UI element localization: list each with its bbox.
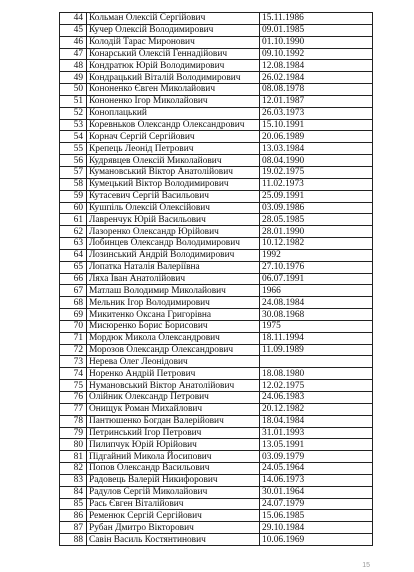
birth-date-cell: 20.12.1982 (260, 403, 373, 415)
full-name-cell: Морозов Олександр Олександрович (87, 344, 260, 356)
birth-date-cell: 28.05.1985 (260, 214, 373, 226)
full-name-cell: Ляха Іван Анатолійович (87, 273, 260, 285)
birth-date-cell: 25.09.1991 (260, 190, 373, 202)
full-name-cell: Кондратюк Юрій Володимирович (87, 60, 260, 72)
row-number-cell: 45 (60, 24, 87, 36)
birth-date-cell: 31.01.1993 (260, 427, 373, 439)
full-name-cell: Пантюшенко Богдан Валерійович (87, 415, 260, 427)
row-number-cell: 62 (60, 226, 87, 238)
table-row (60, 332, 373, 344)
birth-date-cell: 24.07.1979 (260, 498, 373, 510)
row-number-cell: 68 (60, 297, 87, 309)
full-name-cell: Мельник Ігор Володимирович (87, 297, 260, 309)
row-number-cell: 77 (60, 403, 87, 415)
full-name-cell: Микитенко Оксана Григорівна (87, 309, 260, 321)
full-name-cell: Кольман Олексій Сергійович (87, 13, 260, 25)
table-row (60, 309, 373, 321)
page-number: 15 (362, 562, 370, 569)
birth-date-cell: 10.06.1969 (260, 534, 373, 546)
table-row (60, 72, 373, 84)
full-name-cell: Савін Василь Костянтинович (87, 534, 260, 546)
row-number-cell: 88 (60, 534, 87, 546)
table-row (60, 214, 373, 226)
full-name-cell: Норенко Андрій Петрович (87, 368, 260, 380)
birth-date-cell: 19.02.1975 (260, 166, 373, 178)
birth-date-cell: 18.08.1980 (260, 368, 373, 380)
full-name-cell: Ременюк Сергій Сергійович (87, 510, 260, 522)
birth-date-cell: 24.08.1984 (260, 297, 373, 309)
table-row (60, 190, 373, 202)
row-number-cell: 54 (60, 131, 87, 143)
table-row (60, 285, 373, 297)
birth-date-cell: 12.01.1987 (260, 95, 373, 107)
row-number-cell: 59 (60, 190, 87, 202)
table-row (60, 119, 373, 131)
birth-date-cell: 03.09.1986 (260, 202, 373, 214)
full-name-cell: Пилипчук Юрій Юрійович (87, 439, 260, 451)
table-row (60, 273, 373, 285)
full-name-cell: Кумановський Віктор Анатолійович (87, 166, 260, 178)
row-number-cell: 58 (60, 178, 87, 190)
birth-date-cell: 24.06.1983 (260, 392, 373, 404)
table-row (60, 486, 373, 498)
birth-date-cell: 15.06.1985 (260, 510, 373, 522)
table-row (60, 13, 373, 25)
table-row (60, 60, 373, 72)
table-row (60, 368, 373, 380)
birth-date-cell: 1966 (260, 285, 373, 297)
birth-date-cell: 09.01.1985 (260, 24, 373, 36)
row-number-cell: 63 (60, 238, 87, 250)
full-name-cell: Радовець Валерій Никифорович (87, 474, 260, 486)
full-name-cell: Кононенко Ігор Миколайович (87, 95, 260, 107)
birth-date-cell: 03.09.1979 (260, 451, 373, 463)
table-row (60, 24, 373, 36)
row-number-cell: 74 (60, 368, 87, 380)
row-number-cell: 53 (60, 119, 87, 131)
full-name-cell: Кучер Олексій Володимирович (87, 24, 260, 36)
birth-date-cell: 14.06.1973 (260, 474, 373, 486)
full-name-cell: Лавренчук Юрій Васильович (87, 214, 260, 226)
row-number-cell: 85 (60, 498, 87, 510)
row-number-cell: 79 (60, 427, 87, 439)
full-name-cell: Лозинський Андрій Володимирович (87, 249, 260, 261)
table-row (60, 534, 373, 546)
table-row (60, 427, 373, 439)
full-name-cell: Коревньков Олександр Олександрович (87, 119, 260, 131)
full-name-cell: Матлаш Володимир Миколайович (87, 285, 260, 297)
birth-date-cell: 27.10.1976 (260, 261, 373, 273)
row-number-cell: 72 (60, 344, 87, 356)
row-number-cell: 70 (60, 320, 87, 332)
full-name-cell: Підгайний Микола Йосипович (87, 451, 260, 463)
birth-date-cell: 30.08.1968 (260, 309, 373, 321)
table-row (60, 155, 373, 167)
birth-date-cell: 11.09.1989 (260, 344, 373, 356)
birth-date-cell: 24.05.1964 (260, 463, 373, 475)
full-name-cell: Лобинцев Олександр Володимирович (87, 238, 260, 250)
full-name-cell: Онищук Роман Михайлович (87, 403, 260, 415)
row-number-cell: 69 (60, 309, 87, 321)
row-number-cell: 52 (60, 107, 87, 119)
table-row (60, 261, 373, 273)
row-number-cell: 49 (60, 72, 87, 84)
table-row (60, 474, 373, 486)
table-row (60, 463, 373, 475)
full-name-cell: Кушпіль Олексій Олексійович (87, 202, 260, 214)
table-row (60, 380, 373, 392)
row-number-cell: 75 (60, 380, 87, 392)
full-name-cell: Кутасевич Сергій Васильович (87, 190, 260, 202)
table-row (60, 202, 373, 214)
full-name-cell: Лазоренко Олександр Юрійович (87, 226, 260, 238)
full-name-cell: Кондрацький Віталій Володимирович (87, 72, 260, 84)
birth-date-cell: 18.04.1984 (260, 415, 373, 427)
full-name-cell: Кудрявцев Олексій Миколайович (87, 155, 260, 167)
roster-table-body (60, 13, 373, 546)
birth-date-cell: 12.02.1975 (260, 380, 373, 392)
table-row (60, 143, 373, 155)
full-name-cell: Олійник Олександр Петрович (87, 392, 260, 404)
row-number-cell: 71 (60, 332, 87, 344)
row-number-cell: 67 (60, 285, 87, 297)
full-name-cell: Колодій Тарас Миронович (87, 36, 260, 48)
full-name-cell: Кононенко Євген Миколайович (87, 84, 260, 96)
table-row (60, 48, 373, 60)
table-row (60, 238, 373, 250)
birth-date-cell: 26.02.1984 (260, 72, 373, 84)
birth-date-cell: 06.07.1991 (260, 273, 373, 285)
table-row (60, 95, 373, 107)
birth-date-cell: 11.02.1973 (260, 178, 373, 190)
birth-date-cell: 30.01.1964 (260, 486, 373, 498)
birth-date-cell: 01.10.1990 (260, 36, 373, 48)
full-name-cell: Лопатка Наталія Валеріївна (87, 261, 260, 273)
birth-date-cell: 08.08.1978 (260, 84, 373, 96)
full-name-cell: Нерева Олег Леонідович (87, 356, 260, 368)
table-row (60, 36, 373, 48)
birth-date-cell: 13.03.1984 (260, 143, 373, 155)
birth-date-cell: 29.10.1984 (260, 522, 373, 534)
full-name-cell: Рась Євген Віталійович (87, 498, 260, 510)
table-row (60, 178, 373, 190)
table-row (60, 107, 373, 119)
row-number-cell: 81 (60, 451, 87, 463)
row-number-cell: 66 (60, 273, 87, 285)
full-name-cell: Мисюренко Борис Борисович (87, 320, 260, 332)
table-row (60, 451, 373, 463)
row-number-cell: 65 (60, 261, 87, 273)
row-number-cell: 48 (60, 60, 87, 72)
table-row (60, 320, 373, 332)
row-number-cell: 47 (60, 48, 87, 60)
birth-date-cell: 08.04.1990 (260, 155, 373, 167)
row-number-cell: 51 (60, 95, 87, 107)
row-number-cell: 83 (60, 474, 87, 486)
full-name-cell: Конарський Олексій Геннадійович (87, 48, 260, 60)
birth-date-cell: 13.05.1991 (260, 439, 373, 451)
table-row (60, 226, 373, 238)
table-row (60, 297, 373, 309)
birth-date-cell (260, 356, 373, 368)
row-number-cell: 50 (60, 84, 87, 96)
row-number-cell: 84 (60, 486, 87, 498)
full-name-cell: Коноплацький (87, 107, 260, 119)
birth-date-cell: 15.11.1986 (260, 13, 373, 25)
roster-table (59, 12, 373, 546)
birth-date-cell: 26.03.1973 (260, 107, 373, 119)
table-row (60, 392, 373, 404)
row-number-cell: 73 (60, 356, 87, 368)
table-row (60, 249, 373, 261)
table-row (60, 522, 373, 534)
birth-date-cell: 20.06.1989 (260, 131, 373, 143)
row-number-cell: 80 (60, 439, 87, 451)
table-row (60, 344, 373, 356)
birth-date-cell: 1975 (260, 320, 373, 332)
birth-date-cell: 10.12.1982 (260, 238, 373, 250)
full-name-cell: Попов Олександр Васильович (87, 463, 260, 475)
table-row (60, 498, 373, 510)
row-number-cell: 61 (60, 214, 87, 226)
full-name-cell: Рубан Дмитро Вікторович (87, 522, 260, 534)
row-number-cell: 46 (60, 36, 87, 48)
table-row (60, 84, 373, 96)
row-number-cell: 86 (60, 510, 87, 522)
row-number-cell: 87 (60, 522, 87, 534)
birth-date-cell: 15.10.1991 (260, 119, 373, 131)
full-name-cell: Корнач Сергій Сергійович (87, 131, 260, 143)
full-name-cell: Нумановський Віктор Анатолійович (87, 380, 260, 392)
row-number-cell: 55 (60, 143, 87, 155)
row-number-cell: 44 (60, 13, 87, 25)
row-number-cell: 56 (60, 155, 87, 167)
row-number-cell: 76 (60, 392, 87, 404)
birth-date-cell: 18.11.1994 (260, 332, 373, 344)
row-number-cell: 78 (60, 415, 87, 427)
row-number-cell: 64 (60, 249, 87, 261)
full-name-cell: Петринський Ігор Петрович (87, 427, 260, 439)
full-name-cell: Крепець Леонід Петрович (87, 143, 260, 155)
birth-date-cell: 09.10.1992 (260, 48, 373, 60)
table-row (60, 439, 373, 451)
table-row (60, 403, 373, 415)
row-number-cell: 60 (60, 202, 87, 214)
birth-date-cell: 12.08.1984 (260, 60, 373, 72)
full-name-cell: Радулов Сергій Миколайович (87, 486, 260, 498)
table-row (60, 415, 373, 427)
table-row (60, 510, 373, 522)
birth-date-cell: 1992 (260, 249, 373, 261)
full-name-cell: Кумецький Віктор Володимирович (87, 178, 260, 190)
table-row (60, 131, 373, 143)
row-number-cell: 57 (60, 166, 87, 178)
table-row (60, 356, 373, 368)
full-name-cell: Мордюк Микола Олександрович (87, 332, 260, 344)
birth-date-cell: 28.01.1990 (260, 226, 373, 238)
table-row (60, 166, 373, 178)
row-number-cell: 82 (60, 463, 87, 475)
